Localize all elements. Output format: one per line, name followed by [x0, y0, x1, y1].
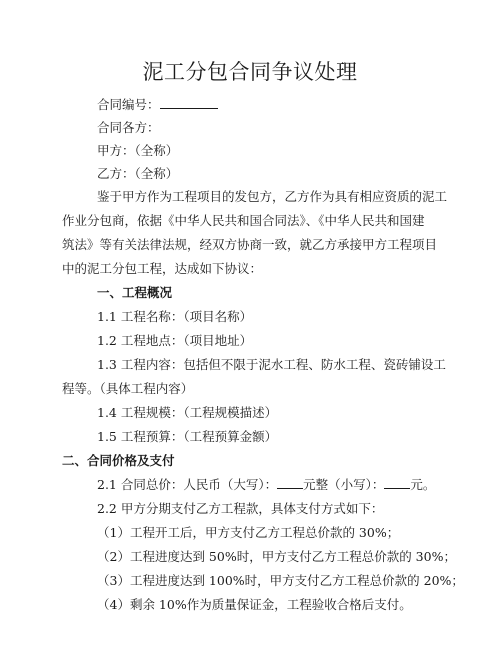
item-2-1-mid: 元整（小写）： — [303, 477, 385, 492]
item-1-4: 1.4 工程规模：（工程规模描述） — [97, 405, 278, 420]
item-1-1: 1.1 工程名称：（项目名称） — [97, 309, 253, 324]
preamble-line-1: 鉴于甲方作为工程项目的发包方，乙方作为具有相应资质的泥工 — [97, 189, 448, 204]
contract-number-line — [97, 96, 218, 113]
amount-figures-blank[interactable] — [384, 476, 410, 489]
payment-item-4: （4）剩余 10%作为质量保证金，工程验收合格后支付。 — [97, 597, 412, 612]
item-1-3-line-2: 程等。（具体工程内容） — [62, 381, 194, 396]
section-2-heading: 二、合同价格及支付 — [62, 453, 175, 468]
party-b-line: 乙方：（全称） — [97, 166, 179, 181]
contract-number-blank[interactable] — [160, 96, 218, 109]
item-2-2: 2.2 甲方分期支付乙方工程款，具体支付方式如下： — [97, 501, 384, 516]
preamble-line-2: 作业分包商，依据《中华人民共和国合同法》、《中华人民共和国建 — [62, 213, 425, 228]
item-1-2: 1.2 工程地点：（项目地址） — [97, 333, 253, 348]
item-1-3-line-1: 1.3 工程内容：包括但不限于泥水工程、防水工程、瓷砖铺设工 — [97, 357, 446, 372]
preamble-line-4: 中的泥工分包工程，达成如下协议： — [62, 261, 263, 276]
item-2-1 — [97, 476, 435, 493]
item-2-1-suffix: 元。 — [410, 477, 436, 492]
payment-item-2: （2）工程进度达到 50%时，甲方支付乙方工程总价款的 30%； — [97, 549, 456, 564]
item-2-1-prefix: 2.1 合同总价：人民币（大写）： — [97, 477, 278, 492]
preamble-line-3: 筑法》等有关法律法规，经双方协商一致，就乙方承接甲方工程项目 — [62, 237, 438, 252]
parties-label: 合同各方： — [97, 120, 160, 135]
party-a-line: 甲方：（全称） — [97, 143, 179, 158]
section-1-heading: 一、工程概况 — [97, 285, 173, 300]
document-title: 泥工分包合同争议处理 — [142, 60, 358, 84]
contract-number-label: 合同编号： — [97, 97, 160, 112]
amount-words-blank[interactable] — [277, 476, 303, 489]
payment-item-3: （3）工程进度达到 100%时，甲方支付乙方工程总价款的 20%； — [97, 573, 464, 588]
item-1-5: 1.5 工程预算：（工程预算金额） — [97, 429, 278, 444]
payment-item-1: （1）工程开工后，甲方支付乙方工程总价款的 30%； — [97, 525, 400, 540]
